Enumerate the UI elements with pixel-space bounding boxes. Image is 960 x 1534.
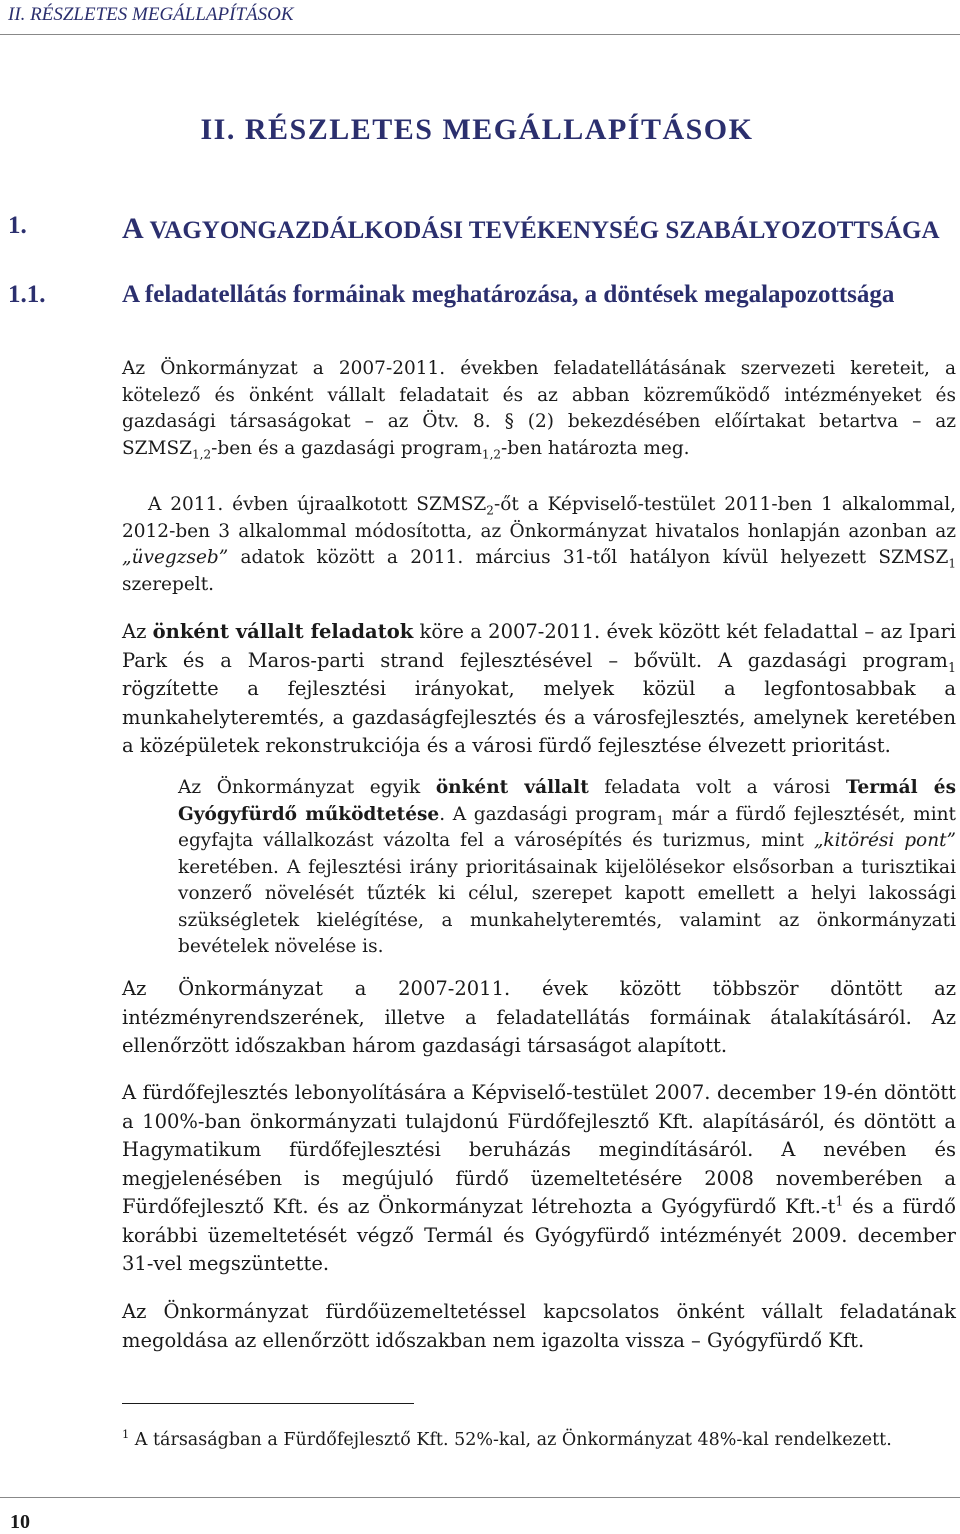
p3-text-c: rögzítette a fejlesztési irányokat, melyek közül a legfontosabbak a munkahelyteremtés, a gazdaságfejlesztés és a városfejlesztés, amelynek keretében a középületek rekonstrukciója és a városi fürdő fejlesztése élvezett prioritást. — [122, 677, 956, 757]
header-divider — [0, 34, 960, 35]
p4-text-d: már a fürdő fejlesztését, mint egyfajta vállalkozást vázolta fel a városépítés és turizmus, mint — [178, 803, 956, 851]
section-title-rest: VAGYONGAZDÁLKODÁSI TEVÉKENYSÉG SZABÁLYOZOTTSÁGA — [143, 217, 940, 244]
footnote-divider — [122, 1403, 414, 1404]
paragraph-restructuring: Az Önkormányzat a 2007-2011. évek között többször döntött az intézményrendszerének, illetve a feladatellátás formáinak átalakításáról. Az ellenőrzött időszakban három gazdasági társaságot alapított. — [122, 977, 956, 1057]
p3-sub-1: 1 — [947, 659, 956, 675]
p4-bold-2: Termál és Gyógyfürdő működtetése — [178, 777, 956, 825]
p3-bold: önként vállalt feladatok — [152, 620, 414, 643]
footnote — [122, 1427, 892, 1450]
p4-text-c: . A gazdasági program — [439, 803, 657, 825]
footnote-marker: 1 — [122, 1427, 130, 1442]
subsection-title: A feladatellátás formáinak meghatározása, a döntések megalapozottsága — [122, 281, 895, 308]
footnote-text: A társaságban a Fürdőfejlesztő Kft. 52%-kal, az Önkormányzat 48%-kal rendelkezett. — [129, 1430, 892, 1450]
chapter-title — [0, 113, 960, 147]
p1-text-b: -ben és a gazdasági program — [211, 437, 482, 459]
page-number: 10 — [10, 1511, 30, 1533]
p4-sub-1: 1 — [656, 813, 664, 828]
p2-text-a: A 2011. évben újraalkotott SZMSZ — [148, 494, 487, 515]
p3-text-b: köre a 2007-2011. évek között két feladattal – az Ipari Park és a Maros-parti strand fejlesztésével – bővült. A gazdasági program — [122, 620, 956, 672]
paragraph-spa-conclusion: Az Önkormányzat fürdőüzemeltetéssel kapcsolatos önként vállalt feladatának megoldása az ellenőrzött időszakban nem igazolta vissza – Gyógyfürdő Kft. — [122, 1300, 956, 1352]
section-number: 1. — [8, 212, 27, 239]
section-title-initial: A — [122, 212, 144, 245]
p2-sub-2: 1 — [948, 556, 956, 571]
p4-text-e: keretében. A fejlesztési irány prioritásainak kijelölésekor elsősorban a turisztikai vonzerő növelését tűzték ki célul, szerepet kapott emellett a helyi lakossági szükségletek kielégítése, a munkahelyteremtés, valamint az önkormányzati bevételek növelése is. — [178, 856, 956, 957]
p4-text-a: Az Önkormányzat egyik — [178, 777, 436, 798]
footer-divider — [0, 1497, 960, 1498]
p6-text-a: A fürdőfejlesztés lebonyolítására a Képviselő-testület 2007. december 19-én döntött a 100%-ban önkormányzati tulajdonú Fürdőfejlesztő Kft. alapításáról, és döntött a Hagymatikum fürdőfejlesztési beruházás megindításáról. A nevében és megjelenésében is megújuló fürdő üzemeltetésére 2008 novemberében a Fürdőfejlesztő Kft. és az Önkormányzat létrehozta a Gyógyfürdő Kft.-t — [122, 1081, 956, 1218]
paragraph-szmsz-amendments — [122, 492, 956, 598]
running-header: II. RÉSZLETES MEGÁLLAPÍTÁSOK — [8, 4, 294, 25]
section-title — [122, 212, 940, 246]
paragraph-legal-framework — [122, 356, 956, 462]
p1-sub-2: 1,2 — [481, 447, 502, 462]
p2-text-b: -őt a Képviselő-testület 2011-ben 1 alkalommal, 2012-ben 3 alkalommal módosította, az Önkormányzat hivatalos honlapján azonban az — [122, 494, 956, 542]
paragraph-voluntary-tasks — [122, 618, 956, 761]
p2-sub-1: 2 — [486, 503, 494, 518]
p2-text-d: szerepelt. — [122, 573, 215, 595]
p4-italic: „kitörési pont” — [813, 830, 956, 851]
p3-text-a: Az — [122, 620, 153, 643]
p2-italic: „üvegzseb” — [122, 547, 229, 568]
p6-footnote-ref: 1 — [835, 1193, 844, 1209]
p2-text-c: adatok között a 2011. március 31-től hatályon kívül helyezett SZMSZ — [228, 547, 949, 568]
p1-text-c: -ben határozta meg. — [501, 437, 690, 459]
paragraph-spa-development — [122, 1079, 956, 1279]
chapter-title-text: II. RÉSZLETES MEGÁLLAPÍTÁSOK — [200, 113, 754, 146]
p6-text-b: és a fürdő korábbi üzemeltetését végző Termál és Gyógyfürdő intézményét 2009. december 31-vel megszüntette. — [122, 1195, 957, 1275]
p1-sub-1: 1,2 — [192, 447, 212, 462]
p4-text-b: feladata volt a városi — [588, 777, 846, 798]
p4-bold-1: önként vállalt — [435, 777, 589, 798]
p1-text-a: Az Önkormányzat a 2007-2011. években feladatellátásának szervezeti kereteit, a kötelező és önként vállalt feladatait és az abban közreműködő intézményeket és gazdasági társaságokat – az Ötv. 8. § (2) bekezdésében előírtakat betartva – az SZMSZ — [122, 358, 956, 459]
paragraph-spa-operation — [178, 775, 956, 961]
subsection-number: 1.1. — [8, 281, 46, 308]
